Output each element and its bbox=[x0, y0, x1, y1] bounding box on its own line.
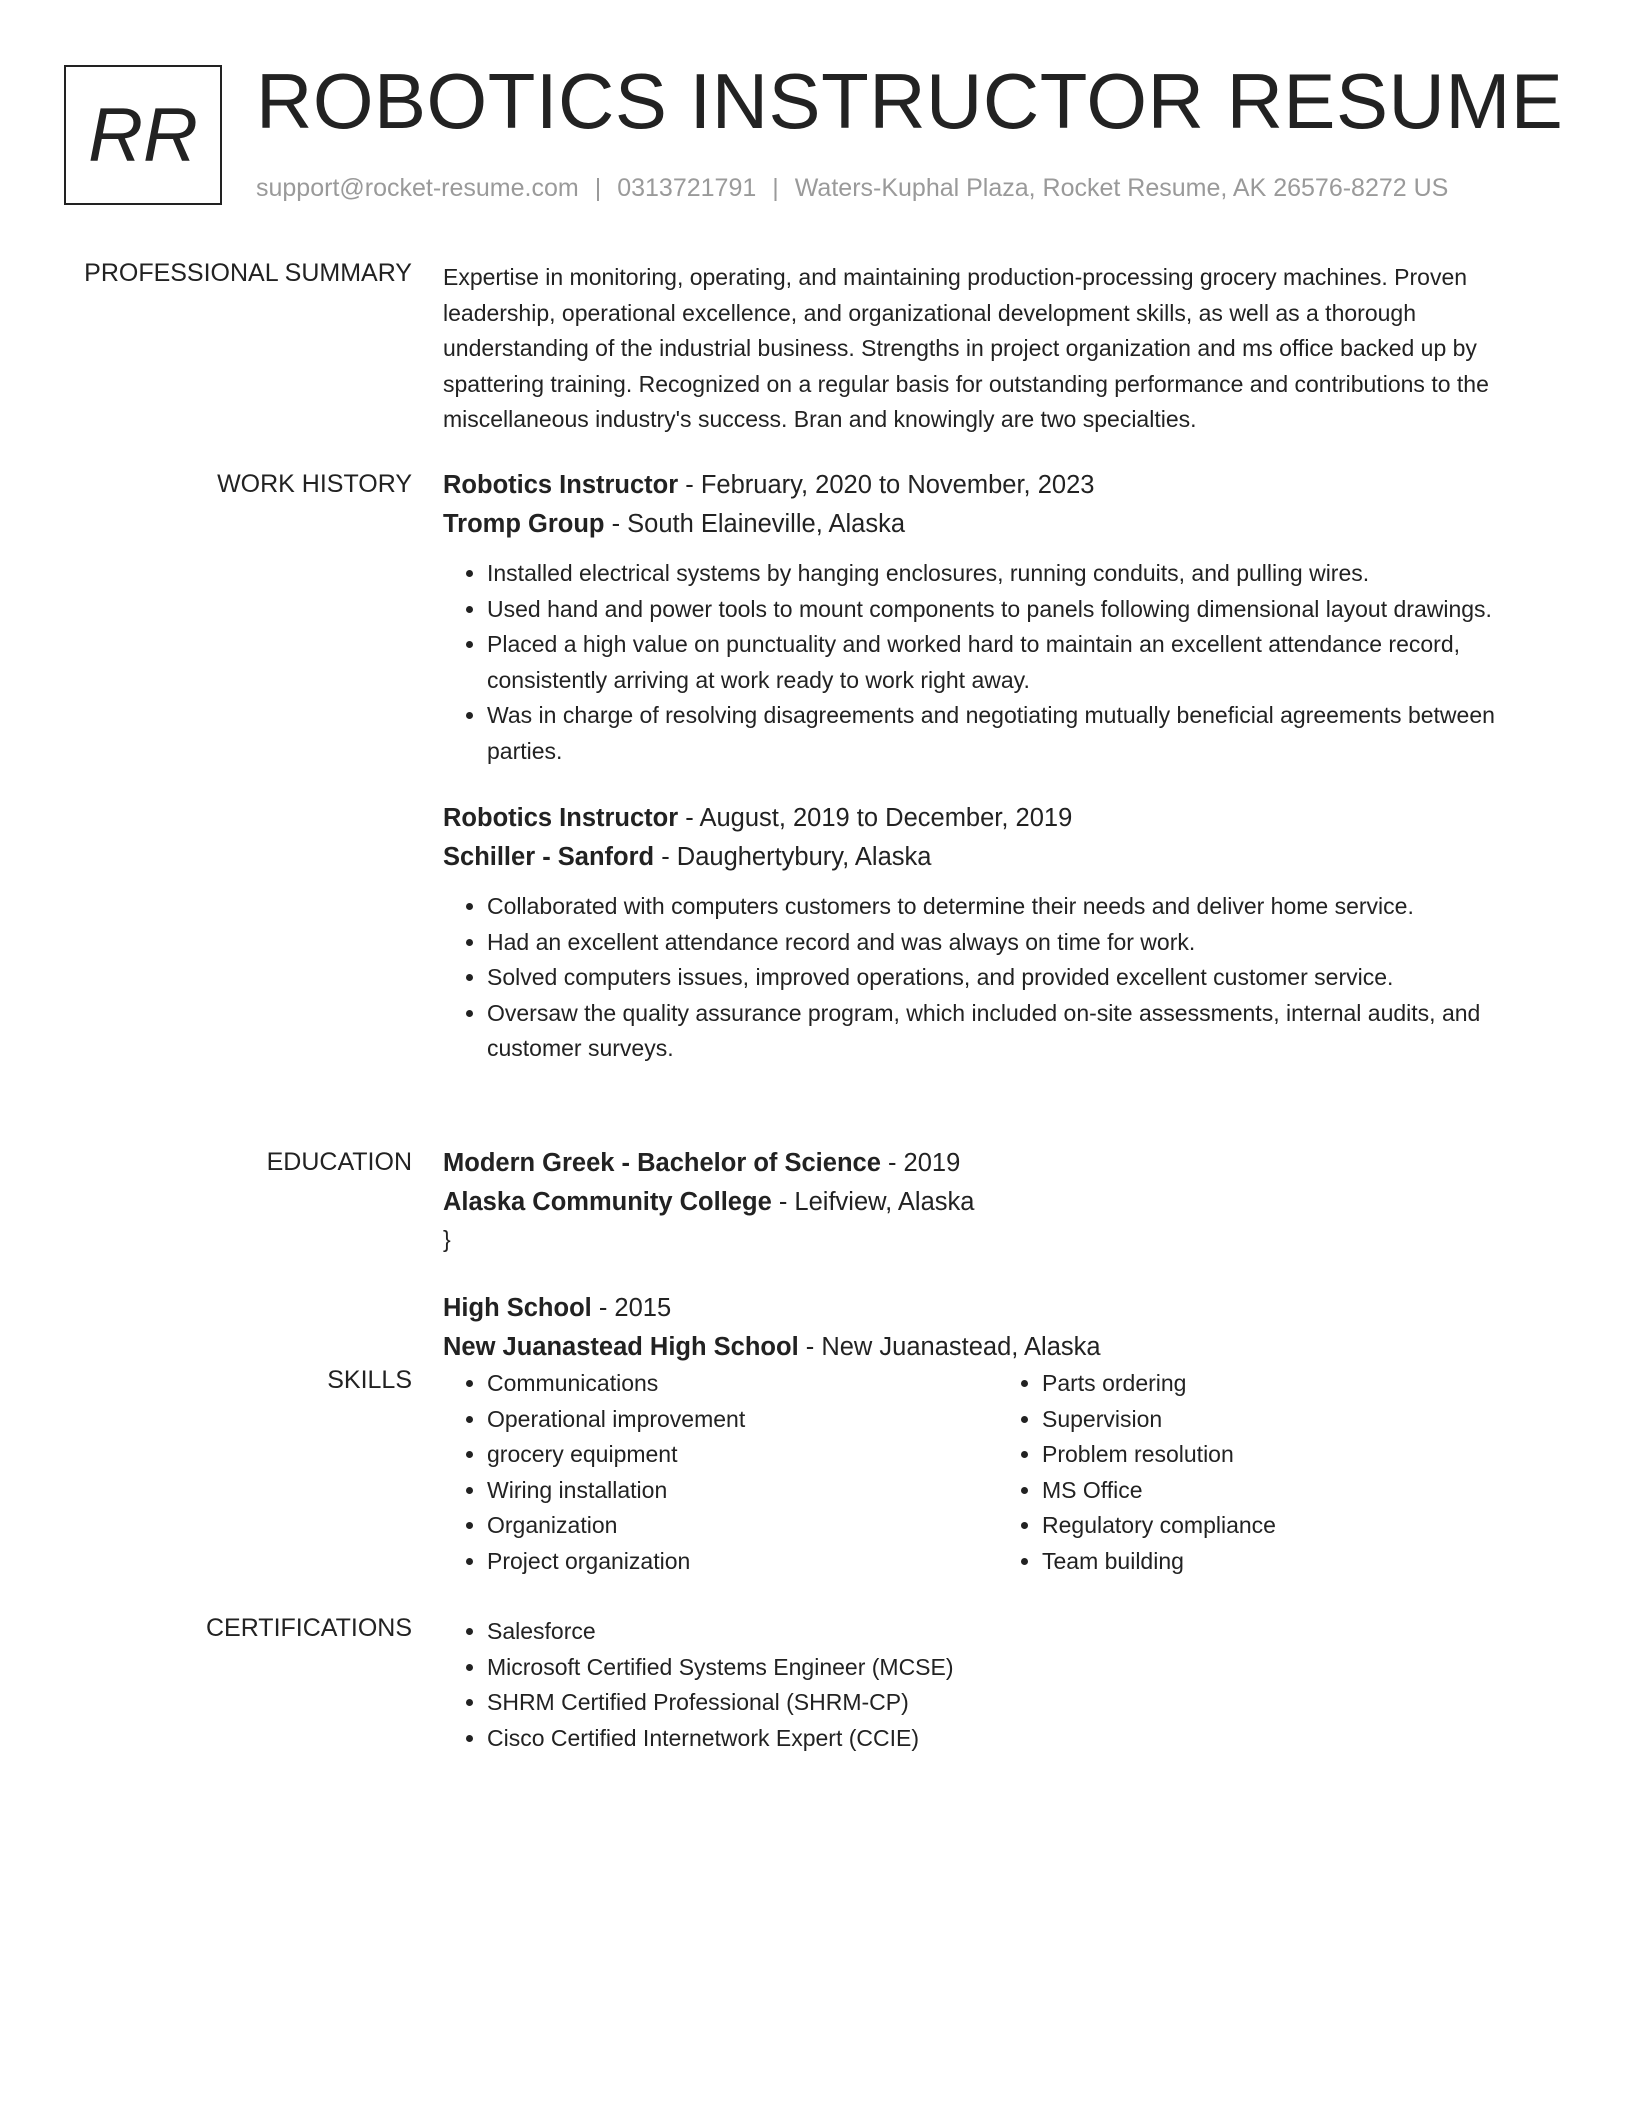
job-company-line bbox=[443, 838, 1553, 877]
skill-item: • Regulatory compliance bbox=[1042, 1508, 1553, 1544]
job-company: Schiller - Sanford bbox=[443, 843, 655, 871]
skills-columns bbox=[443, 1366, 1553, 1579]
contact-email[interactable]: support@rocket-resume.com bbox=[256, 174, 579, 202]
skill-item: • Parts ordering bbox=[1042, 1366, 1553, 1402]
job-dates: - February, 2020 to November, 2023 bbox=[678, 471, 1095, 499]
job-title: Robotics Instructor bbox=[443, 804, 679, 832]
education-year: - 2019 bbox=[880, 1149, 961, 1177]
section-label-work-history: WORK HISTORY bbox=[217, 470, 412, 498]
job-company: Tromp Group bbox=[443, 510, 605, 538]
monogram-logo: RR bbox=[64, 65, 222, 205]
education-school: Alaska Community College bbox=[443, 1188, 772, 1216]
job-bullet-list bbox=[443, 889, 1553, 1067]
education-year: - 2015 bbox=[591, 1293, 672, 1322]
work-history-body bbox=[443, 466, 1553, 1067]
skill-item: • Team building bbox=[1042, 1544, 1553, 1580]
job-title-line bbox=[443, 799, 1553, 838]
certification-item: • SHRM Certified Professional (SHRM-CP) bbox=[487, 1685, 1553, 1721]
page-title: ROBOTICS INSTRUCTOR RESUME bbox=[256, 57, 1564, 145]
skill-item: • grocery equipment bbox=[487, 1437, 998, 1473]
list-item: • Placed a high value on punctuality and worked hard to maintain an excellent attendance record, consistently arriving at work ready to work right away. bbox=[487, 627, 1553, 698]
education-entry bbox=[443, 1289, 1553, 1367]
job-location: - Daughertybury, Alaska bbox=[654, 843, 932, 871]
list-item: • Was in charge of resolving disagreements and negotiating mutually beneficial agreements between parties. bbox=[487, 698, 1553, 769]
education-degree: High School bbox=[443, 1293, 592, 1322]
section-label-education: EDUCATION bbox=[266, 1148, 412, 1176]
certification-item: • Salesforce bbox=[487, 1614, 1553, 1650]
skills-list-right bbox=[998, 1366, 1553, 1579]
list-item: • Collaborated with computers customers to determine their needs and deliver home service. bbox=[487, 889, 1553, 925]
job-title-line bbox=[443, 466, 1553, 505]
skills-body bbox=[443, 1366, 1553, 1579]
education-entry: Modern Greek - Bachelor of Science - 2019 Alaska Community College - Leifview, Alaska } bbox=[443, 1144, 1553, 1258]
list-item: • Used hand and power tools to mount components to panels following dimensional layout drawings. bbox=[487, 592, 1553, 628]
list-item: • Installed electrical systems by hanging enclosures, running conduits, and pulling wires. bbox=[487, 556, 1553, 592]
skill-item: • Problem resolution bbox=[1042, 1437, 1553, 1473]
education-school-line bbox=[443, 1183, 1553, 1222]
education-body bbox=[443, 1144, 1553, 1367]
certifications-body bbox=[443, 1614, 1553, 1756]
skill-item: • Operational improvement bbox=[487, 1402, 998, 1438]
skill-item: • Project organization bbox=[487, 1544, 998, 1580]
list-item: • Oversaw the quality assurance program, which included on-site assessments, internal audits, and customer surveys. bbox=[487, 996, 1553, 1067]
skill-item: • MS Office bbox=[1042, 1473, 1553, 1509]
section-label-summary: PROFESSIONAL SUMMARY bbox=[84, 259, 412, 287]
list-item: • Solved computers issues, improved operations, and provided excellent customer service. bbox=[487, 960, 1553, 996]
job-entry bbox=[443, 466, 1553, 769]
skill-item: • Wiring installation bbox=[487, 1473, 998, 1509]
job-bullet-list bbox=[443, 556, 1553, 769]
contact-line bbox=[256, 174, 1448, 203]
job-company-line bbox=[443, 505, 1553, 544]
education-location: - Leifview, Alaska bbox=[771, 1188, 975, 1216]
job-location: - South Elaineville, Alaska bbox=[604, 510, 905, 538]
contact-address: Waters-Kuphal Plaza, Rocket Resume, AK 26576-8272 US bbox=[794, 174, 1449, 202]
certifications-list bbox=[443, 1614, 1553, 1756]
job-entry bbox=[443, 799, 1553, 1067]
job-dates: - August, 2019 to December, 2019 bbox=[678, 804, 1073, 832]
education-school: New Juanastead High School bbox=[443, 1332, 799, 1361]
education-degree-line bbox=[443, 1144, 1553, 1183]
education-location: - New Juanastead, Alaska bbox=[798, 1332, 1101, 1361]
summary-body bbox=[443, 260, 1553, 438]
job-title: Robotics Instructor bbox=[443, 471, 679, 499]
skill-item: • Organization bbox=[487, 1508, 998, 1544]
skills-list-left bbox=[443, 1366, 998, 1579]
section-label-certifications: CERTIFICATIONS bbox=[205, 1614, 412, 1642]
contact-phone[interactable]: 0313721791 bbox=[617, 174, 757, 202]
skill-item: • Supervision bbox=[1042, 1402, 1553, 1438]
skill-item: • Communications bbox=[487, 1366, 998, 1402]
section-label-skills: SKILLS bbox=[327, 1366, 412, 1394]
certification-item: • Microsoft Certified Systems Engineer (MCSE) bbox=[487, 1650, 1553, 1686]
education-degree-line bbox=[443, 1289, 1553, 1328]
contact-separator: | bbox=[594, 174, 602, 202]
summary-text: Expertise in monitoring, operating, and maintaining production-processing grocery machines. Proven leadership, operational excellence, and organizational development skills, as well as a thorough understanding of the industrial business. Strengths in project organization and ms office backed up by spattering training. Recognized on a regular basis for outstanding performance and contributions to the miscellaneous industry's success. Bran and knowingly are two specialties. bbox=[443, 264, 1489, 432]
contact-separator: | bbox=[772, 174, 779, 202]
certification-item: • Cisco Certified Internetwork Expert (CCIE) bbox=[487, 1721, 1553, 1757]
education-degree: Modern Greek - Bachelor of Science bbox=[443, 1149, 881, 1177]
education-school-line bbox=[443, 1328, 1553, 1367]
list-item: • Had an excellent attendance record and was always on time for work. bbox=[487, 925, 1553, 961]
